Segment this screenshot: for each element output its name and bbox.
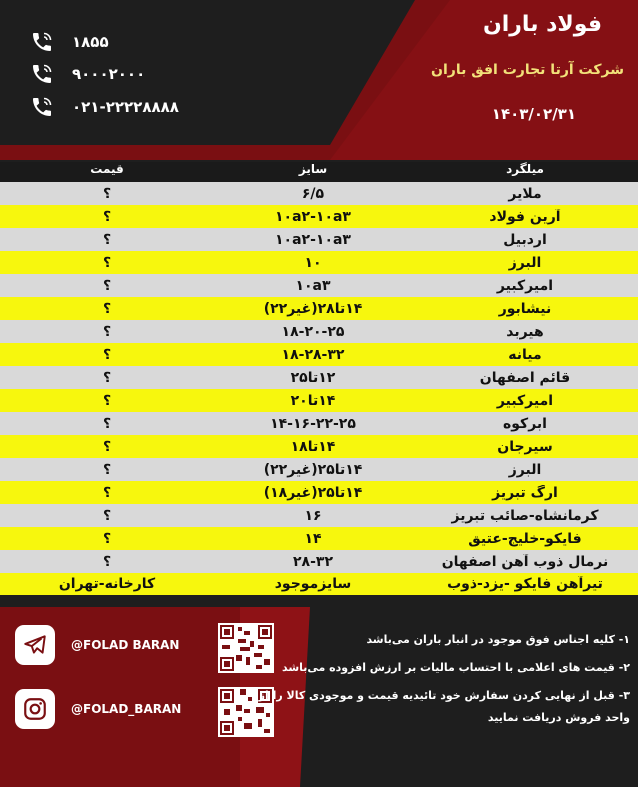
notes bbox=[250, 629, 630, 735]
table-row bbox=[0, 458, 638, 481]
cell-size: ۱۴تا۲۵(غیر۱۸) bbox=[263, 484, 363, 501]
cell-grade: سیرجان bbox=[497, 438, 553, 455]
telegram-link[interactable] bbox=[15, 625, 211, 665]
cell-size: ۱۲تا۲۵ bbox=[290, 369, 336, 386]
cell-grade: اردبیل bbox=[503, 231, 547, 248]
col-header-price: قیمت bbox=[90, 162, 124, 176]
cell-grade: قائم اصفهان bbox=[479, 369, 571, 386]
table-row bbox=[0, 412, 638, 435]
telegram-icon bbox=[15, 625, 55, 665]
header bbox=[0, 0, 638, 160]
col-header-grade: میلگرد bbox=[506, 162, 544, 176]
note-3: ۳- قبل از نهایی کردن سفارش خود تائیدیه قیمت و موجودی کالا را از واحد فروش دریافت نمایید bbox=[258, 689, 630, 724]
brand-title: فولاد باران bbox=[482, 12, 602, 37]
table-row bbox=[0, 251, 638, 274]
cell-grade: نیشابور bbox=[498, 300, 552, 317]
cell-size: ۱۴تا۲۵(غیر۲۲) bbox=[263, 461, 363, 478]
table-header bbox=[0, 162, 638, 182]
cell-grade: نرمال ذوب آهن اصفهان bbox=[441, 553, 609, 570]
cell-price: ؟ bbox=[102, 438, 112, 455]
instagram-link[interactable] bbox=[15, 689, 211, 729]
cell-size: ۱۴-۱۶-۲۲-۲۵ bbox=[270, 415, 356, 432]
table-row bbox=[0, 504, 638, 527]
table-row bbox=[0, 527, 638, 550]
cell-grade: البرز bbox=[508, 461, 542, 478]
note-2: ۲- قیمت های اعلامی با احتساب مالیات بر ارزش افزوده می‌باشد bbox=[281, 661, 630, 674]
table-row bbox=[0, 366, 638, 389]
cell-price: ؟ bbox=[102, 277, 112, 294]
cell-size: ۱۸-۲۸-۳۲ bbox=[281, 346, 345, 363]
col-header-size: سایز bbox=[298, 162, 328, 176]
cell-grade: امیرکبیر bbox=[496, 277, 554, 294]
date: ۱۴۰۳/۰۲/۳۱ bbox=[491, 105, 576, 123]
footer bbox=[0, 607, 638, 787]
cell-price: ؟ bbox=[102, 392, 112, 409]
table-row bbox=[0, 343, 638, 366]
phone-icon bbox=[30, 62, 54, 86]
phone-icon bbox=[30, 30, 54, 54]
cell-grade: فایکو-خلیج-عتیق bbox=[468, 530, 582, 547]
company-name: شرکت آرتا تجارت افق باران bbox=[431, 62, 624, 78]
note-1: ۱- کلیه اجناس فوق موجود در انبار باران می‌باشد bbox=[366, 633, 630, 646]
cell-grade: میانه bbox=[508, 346, 542, 363]
table-row bbox=[0, 228, 638, 251]
cell-size: ۱۰a۳ bbox=[295, 277, 331, 294]
cell-price: ؟ bbox=[102, 484, 112, 501]
cell-size: ۱۴تا۱۸ bbox=[290, 438, 336, 455]
cell-grade: ابرکوه bbox=[503, 415, 547, 432]
table-row bbox=[0, 435, 638, 458]
cell-grade: آرین فولاد bbox=[489, 208, 561, 225]
cell-price: ؟ bbox=[102, 507, 112, 524]
table-row-beam bbox=[0, 573, 638, 595]
phone-row-3[interactable] bbox=[30, 95, 179, 119]
cell-price: ؟ bbox=[102, 346, 112, 363]
instagram-handle: @FOLAD_BARAN bbox=[71, 702, 182, 716]
table-row bbox=[0, 297, 638, 320]
cell-size: سایزموجود bbox=[274, 576, 352, 592]
table-row bbox=[0, 182, 638, 205]
cell-grade: ارگ تبریز bbox=[492, 484, 558, 501]
table-body bbox=[0, 182, 638, 573]
cell-size: ۱۸-۲۰-۲۵ bbox=[281, 323, 345, 340]
cell-price: ؟ bbox=[102, 530, 112, 547]
cell-price: ؟ bbox=[102, 415, 112, 432]
price-table bbox=[0, 162, 638, 595]
cell-size: ۱۴تا۲۸(غیر۲۲) bbox=[263, 300, 363, 317]
cell-price: ؟ bbox=[102, 208, 112, 225]
phone-number: ۹۰۰۰۲۰۰۰ bbox=[72, 65, 146, 83]
cell-price: ؟ bbox=[102, 231, 112, 248]
cell-price: ؟ bbox=[102, 300, 112, 317]
phone-row-2[interactable] bbox=[30, 62, 145, 86]
cell-grade: امیرکبیر bbox=[496, 392, 554, 409]
cell-price: ؟ bbox=[102, 461, 112, 478]
cell-grade: البرز bbox=[508, 254, 542, 271]
table-row bbox=[0, 389, 638, 412]
cell-grade: هیربد bbox=[506, 323, 544, 340]
phone-icon bbox=[30, 95, 54, 119]
cell-size: ۶/۵ bbox=[301, 185, 325, 202]
cell-price: ؟ bbox=[102, 553, 112, 570]
cell-size: ۱۰a۲-۱۰a۳ bbox=[275, 208, 351, 225]
cell-price: کارخانه-تهران bbox=[58, 576, 156, 592]
cell-grade: ملایر bbox=[508, 185, 542, 202]
table-row bbox=[0, 274, 638, 297]
table-row bbox=[0, 205, 638, 228]
phone-number: ۰۲۱-۲۲۲۲۸۸۸۸ bbox=[72, 98, 179, 116]
cell-price: ؟ bbox=[102, 185, 112, 202]
cell-size: ۲۸-۳۲ bbox=[293, 553, 333, 570]
cell-size: ۱۶ bbox=[304, 507, 322, 524]
cell-price: ؟ bbox=[102, 323, 112, 340]
phone-number: ۱۸۵۵ bbox=[72, 33, 109, 51]
table-row bbox=[0, 320, 638, 343]
telegram-handle: @FOLAD BARAN bbox=[71, 638, 180, 652]
cell-size: ۱۴ bbox=[304, 530, 322, 547]
cell-price: ؟ bbox=[102, 369, 112, 386]
cell-grade: تیرآهن فایکو -یزد-ذوب bbox=[447, 576, 603, 592]
table-row bbox=[0, 481, 638, 504]
instagram-icon bbox=[15, 689, 55, 729]
cell-grade: کرمانشاه-صائب تبریز bbox=[451, 507, 599, 524]
cell-size: ۱۰a۲-۱۰a۳ bbox=[275, 231, 351, 248]
table-row bbox=[0, 550, 638, 573]
cell-price: ؟ bbox=[102, 254, 112, 271]
cell-size: ۱۰ bbox=[304, 254, 322, 271]
phone-row-1[interactable] bbox=[30, 30, 109, 54]
cell-size: ۱۴تا۲۰ bbox=[290, 392, 336, 409]
